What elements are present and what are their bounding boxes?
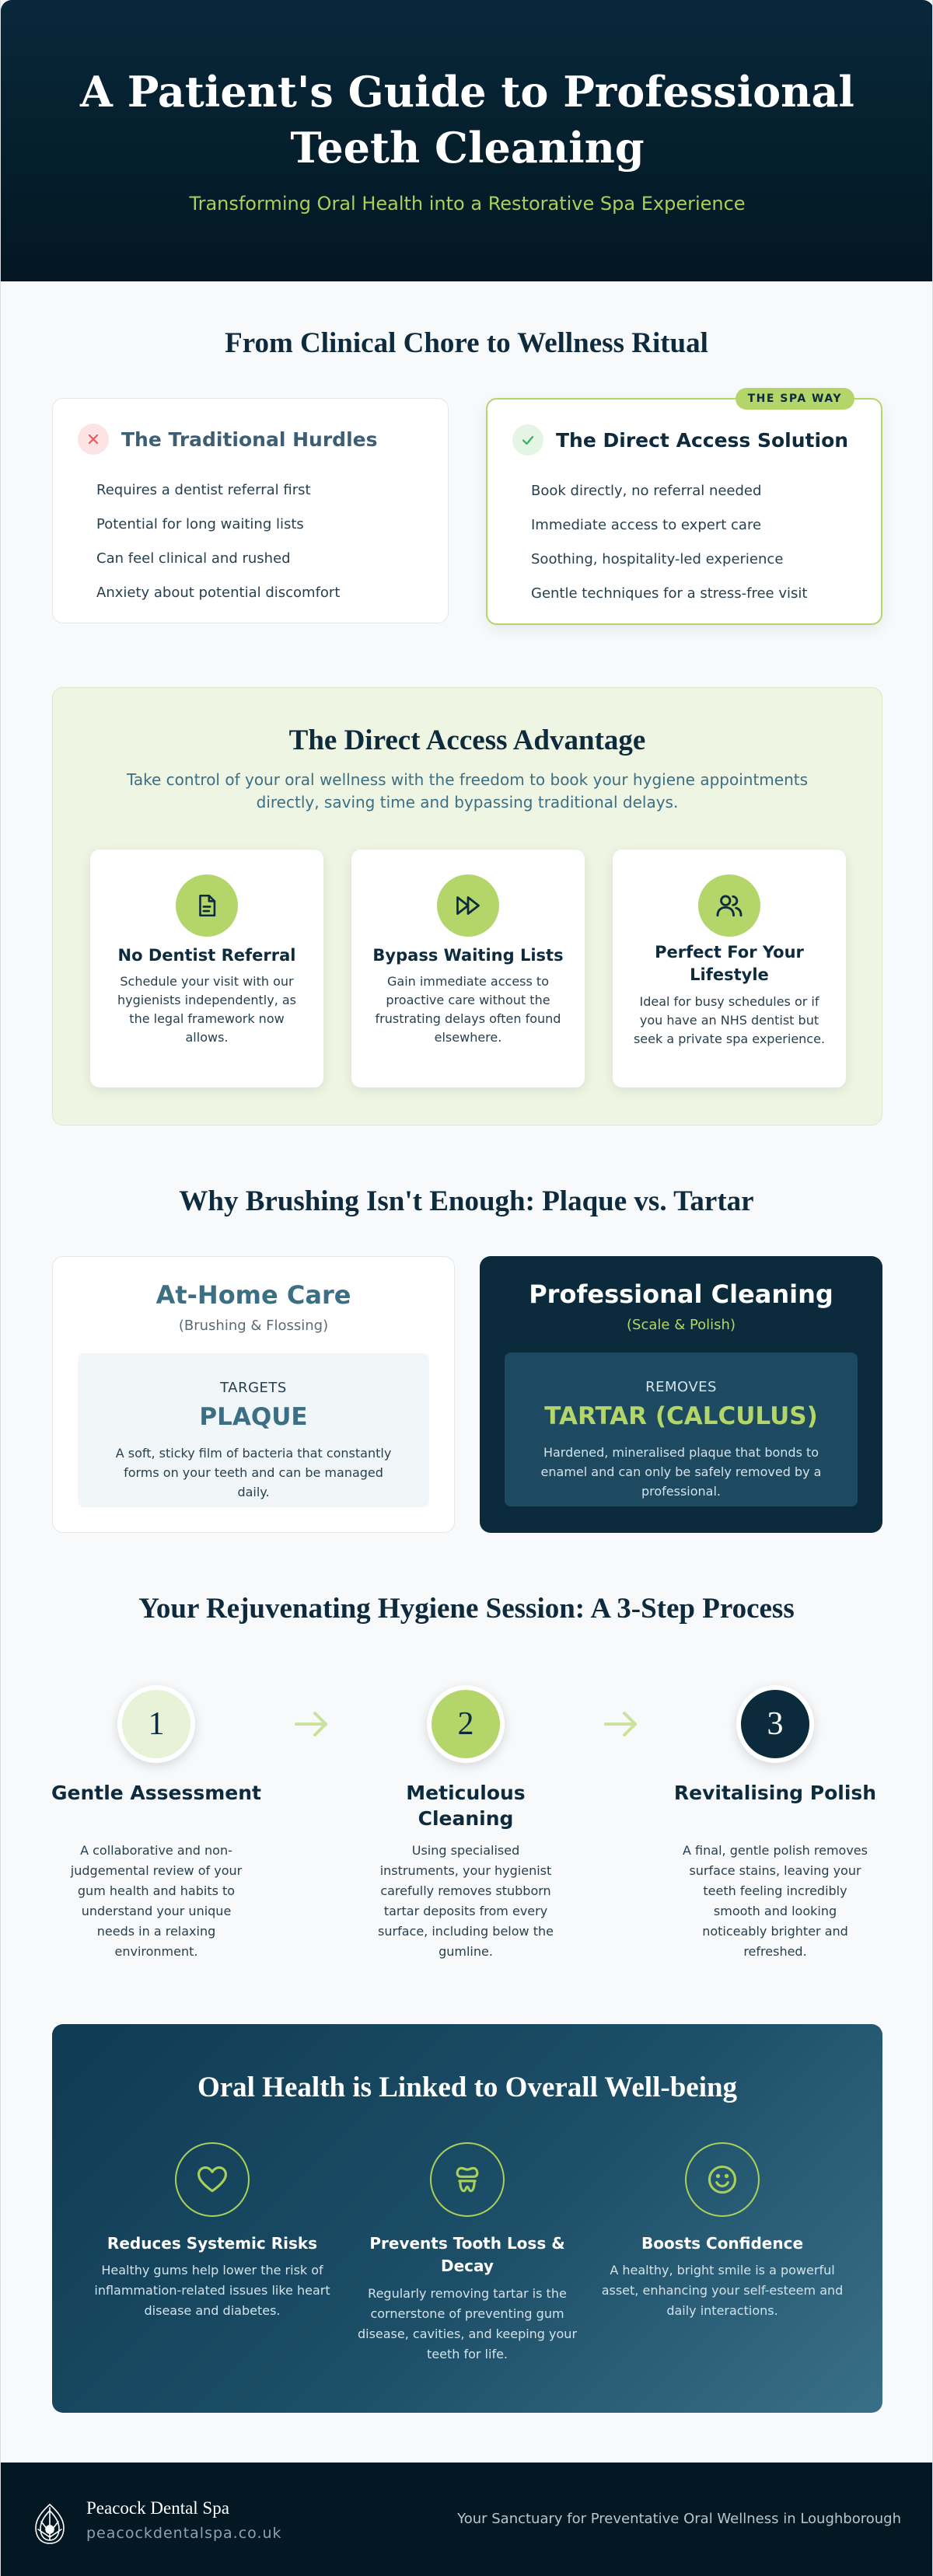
advantage-card-no-referral: [90, 850, 323, 1087]
direct-card-header: [512, 424, 848, 456]
step-1-number: 1: [117, 1685, 195, 1763]
smile-icon: [685, 2142, 760, 2217]
wellbeing-panel: [52, 2024, 882, 2413]
arrow-right-icon: [603, 1709, 640, 1743]
tartar-term: TARTAR (CALCULUS): [544, 1402, 818, 1430]
home-card-subtitle: (Brushing & Flossing): [178, 1318, 329, 1334]
advantage-card-title: Bypass Waiting Lists: [372, 946, 564, 965]
people-icon: [698, 874, 760, 937]
plaque-description: A soft, sticky film of bacteria that constantly forms on your teeth and can be managed daily.: [115, 1446, 392, 1499]
home-kicker: TARGETS: [220, 1380, 287, 1396]
list-item: Can feel clinical and rushed: [96, 550, 291, 567]
traditional-card-title: The Traditional Hurdles: [121, 428, 378, 451]
traditional-list: [96, 473, 340, 610]
advantage-card-lifestyle: [613, 850, 846, 1087]
pro-card-title: Professional Cleaning: [529, 1279, 833, 1309]
wellbeing-item-title: Prevents Tooth Loss & Decay: [369, 2234, 565, 2275]
at-home-care-card: [52, 1256, 455, 1533]
step-2-number: 2: [427, 1685, 505, 1763]
list-item: Potential for long waiting lists: [96, 516, 304, 532]
wellbeing-item-title: Reduces Systemic Risks: [107, 2234, 318, 2253]
professional-cleaning-card: [480, 1256, 882, 1533]
step-2-title: Meticulous Cleaning: [406, 1782, 526, 1830]
direct-access-advantage-panel: [52, 687, 882, 1126]
list-item: Anxiety about potential discomfort: [96, 585, 341, 601]
arrow-right-icon: [293, 1709, 330, 1743]
advantage-card-title: Perfect For Your Lifestyle: [655, 943, 804, 984]
heart-icon: [175, 2142, 250, 2217]
step-3-text: A final, gentle polish removes surface stains, leaving your teeth feeling incredibly smooth and looking noticeably brighter and refreshed.: [683, 1843, 868, 1959]
page-subtitle: Transforming Oral Health into a Restorative Spa Experience: [189, 193, 746, 215]
advantage-card-text: Gain immediate access to proactive care without the frustrating delays often found elsewhere.: [375, 974, 561, 1045]
list-item: Gentle techniques for a stress-free visit: [531, 585, 808, 602]
step-1-text: A collaborative and non-judgemental review of your gum health and habits to understand your unique needs in a relaxing environment.: [70, 1843, 243, 1959]
peacock-logo-icon: [33, 2501, 66, 2546]
advantage-card-waiting-lists: [351, 850, 585, 1087]
document-icon: [176, 874, 238, 937]
pro-kicker: REMOVES: [645, 1379, 717, 1395]
wellbeing-item-text: Regularly removing tartar is the cornerstone of preventing gum disease, cavities, and keeping your teeth for life.: [357, 2286, 578, 2361]
direct-access-card: [486, 393, 882, 625]
tooth-icon: [430, 2142, 505, 2217]
list-item: Immediate access to expert care: [531, 517, 762, 533]
tartar-description: Hardened, mineralised plaque that bonds to enamel and can only be safely removed by a professional.: [540, 1445, 822, 1499]
x-icon: [78, 424, 109, 455]
pro-card-inner: [505, 1353, 858, 1506]
list-item: Requires a dentist referral first: [96, 482, 311, 498]
fast-forward-icon: [437, 874, 499, 937]
comparison-section-title: From Clinical Chore to Wellness Ritual: [225, 327, 708, 359]
plaque-tartar-section-title: Why Brushing Isn't Enough: Plaque vs. Tartar: [179, 1185, 754, 1217]
advantage-card-text: Ideal for busy schedules or if you have an NHS dentist but seek a private spa experience.: [633, 994, 826, 1046]
wellbeing-item-text: A healthy, bright smile is a powerful asset, enhancing your self-esteem and daily interactions.: [601, 2263, 844, 2318]
advantage-card-text: Schedule your visit with our hygienists independently, as the legal framework now allows.: [117, 974, 297, 1045]
hero-header: [1, 0, 933, 281]
step-3-number: 3: [736, 1685, 814, 1763]
direct-list: [531, 474, 807, 611]
step-2-text: Using specialised instruments, your hygienist carefully removes stubborn tartar deposits from every surface, including below the gumline.: [378, 1843, 554, 1959]
direct-card-title: The Direct Access Solution: [556, 428, 849, 452]
step-1-title: Gentle Assessment: [51, 1782, 262, 1804]
traditional-card-header: [78, 424, 377, 455]
wellbeing-item-title: Boosts Confidence: [641, 2234, 804, 2253]
wellbeing-item-text: Healthy gums help lower the risk of inflammation-related issues like heart disease and diabetes.: [94, 2263, 330, 2318]
spa-way-badge: THE SPA WAY: [736, 388, 854, 410]
advantage-description: Take control of your oral wellness with the freedom to book your hygiene appointments directly, saving time and bypassing traditional delays.: [126, 770, 809, 812]
traditional-hurdles-card: [52, 398, 449, 623]
advantage-title: The Direct Access Advantage: [288, 724, 646, 756]
footer-website-link[interactable]: peacockdentalspa.co.uk: [86, 2525, 282, 2542]
advantage-card-title: No Dentist Referral: [117, 946, 296, 965]
footer-tagline: Your Sanctuary for Preventative Oral Wellness in Loughborough: [457, 2511, 901, 2527]
home-card-inner: [78, 1353, 429, 1507]
footer-brand: Peacock Dental Spa: [86, 2498, 229, 2518]
wellbeing-title: Oral Health is Linked to Overall Well-being: [197, 2072, 738, 2103]
steps-section-title: Your Rejuvenating Hygiene Session: A 3-Step Process: [138, 1593, 795, 1625]
pro-card-subtitle: (Scale & Polish): [627, 1317, 736, 1333]
plaque-term: PLAQUE: [199, 1403, 308, 1431]
list-item: Soothing, hospitality-led experience: [531, 551, 784, 567]
step-3-title: Revitalising Polish: [673, 1782, 877, 1804]
check-icon: [512, 424, 543, 456]
footer: [1, 2463, 933, 2576]
list-item: Book directly, no referral needed: [531, 483, 762, 499]
home-card-title: At-Home Care: [156, 1280, 351, 1310]
page-title: A Patient's Guide to Professional Teeth Cleaning: [80, 67, 854, 173]
